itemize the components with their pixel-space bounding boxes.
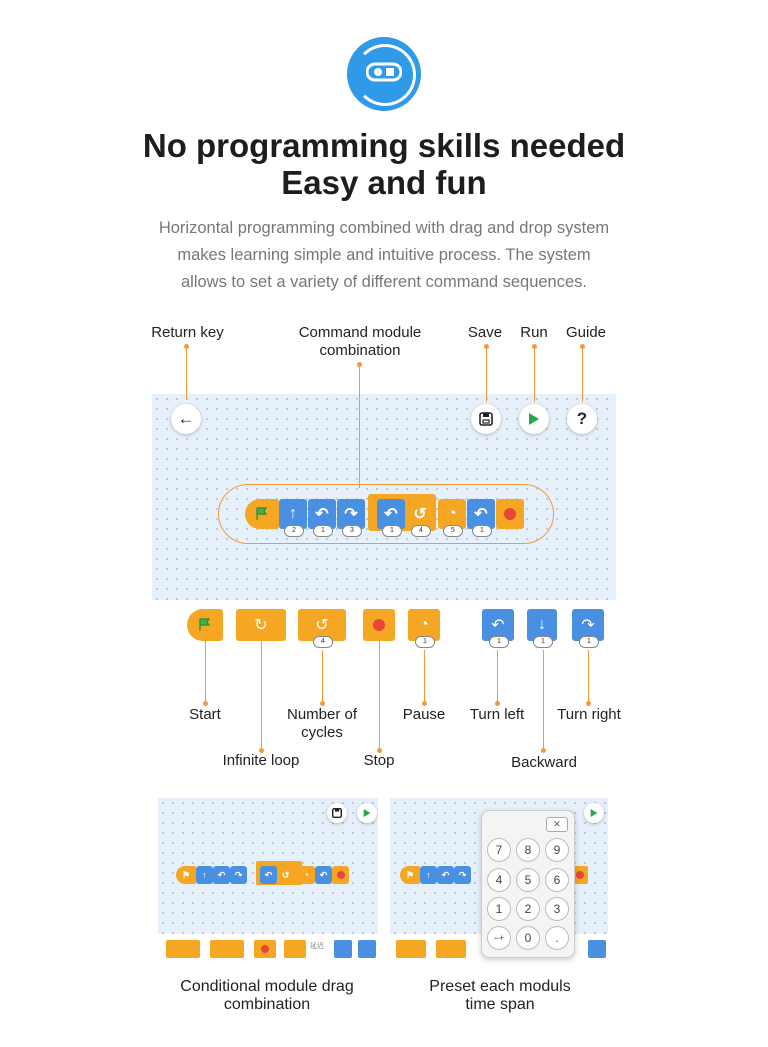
run-button[interactable] <box>519 404 549 434</box>
help-icon: ? <box>576 409 588 428</box>
key-1[interactable]: 1 <box>487 897 511 921</box>
label-pause: Pause <box>402 706 446 723</box>
program-sequence <box>245 499 530 534</box>
label-turn-left: Turn left <box>469 706 525 723</box>
mini-program-sequence <box>176 866 366 886</box>
save-icon <box>332 808 342 818</box>
turn-right-block[interactable]: ↷ 3 <box>337 499 365 529</box>
caption-right: Preset each moduls time span <box>429 978 571 1013</box>
stop-icon <box>373 619 385 631</box>
key-9[interactable]: 9 <box>545 838 569 862</box>
run-icon <box>528 412 540 426</box>
turn-left-block[interactable]: ↶ 1 <box>467 499 495 529</box>
stop-icon <box>332 866 349 884</box>
mini-canvas-left <box>158 798 378 934</box>
flag-icon <box>198 618 212 632</box>
page-title: No programming skills needed <box>142 127 626 164</box>
flag-icon <box>255 507 269 521</box>
run-button[interactable] <box>357 803 377 823</box>
start-block[interactable] <box>245 499 279 529</box>
save-button[interactable] <box>327 803 347 823</box>
label-run: Run <box>520 324 548 341</box>
palette-infinite-loop-block[interactable] <box>236 609 286 641</box>
timer-icon: ◔ <box>419 616 429 633</box>
palette-turn-right-block[interactable]: ↷ 1 <box>572 609 604 641</box>
mini-palette-left <box>158 934 378 958</box>
label-backward: Backward <box>511 754 577 771</box>
key-0[interactable]: 0 <box>516 926 540 950</box>
turn-left-block[interactable]: ↶ 1 <box>308 499 336 529</box>
loop-icon: ↻ <box>254 617 268 634</box>
flag-icon: ⚑ <box>400 866 420 884</box>
save-icon <box>479 412 493 426</box>
label-guide: Guide <box>565 324 607 341</box>
turn-left-icon: ↶ <box>260 866 277 884</box>
back-arrow-icon: ← <box>177 409 195 428</box>
label-number-of-cycles: Number of cycles <box>286 706 358 741</box>
label-stop: Stop <box>363 752 395 769</box>
description-line-3: allows to set a variety of different command sequences. <box>181 273 587 291</box>
timer-icon: ◔ <box>298 866 315 884</box>
turn-right-icon: ↷ <box>581 617 595 634</box>
turn-left-icon: ↶ <box>384 506 398 523</box>
turn-left-icon: ↶ <box>491 617 505 634</box>
loop-icon: ↺ <box>413 506 427 523</box>
key-5[interactable]: 5 <box>516 868 540 892</box>
loop-icon: ↺ <box>277 866 294 884</box>
turn-left-icon: ↶ <box>213 866 230 884</box>
label-start: Start <box>189 706 221 723</box>
key-3[interactable]: 3 <box>545 897 569 921</box>
flag-icon: ⚑ <box>176 866 196 884</box>
loop-icon: ↺ <box>315 617 329 634</box>
page-subtitle: Easy and fun <box>281 164 487 201</box>
description-line-2: makes learning simple and intuitive process. The system <box>177 246 591 264</box>
turn-left-icon: ↶ <box>315 506 329 523</box>
label-return-key: Return key <box>151 324 224 341</box>
turn-right-icon: ↷ <box>454 866 471 884</box>
palette-cycles-block[interactable]: ↺ 4 <box>298 609 346 641</box>
description-line-1: Horizontal programming combined with drag and drop system <box>158 219 610 237</box>
save-button[interactable] <box>471 404 501 434</box>
logo-icon <box>347 37 421 111</box>
timer-icon: ◔ <box>447 505 457 522</box>
palette-turn-left-block[interactable]: ↶ 1 <box>482 609 514 641</box>
close-icon[interactable]: ✕ <box>546 817 568 832</box>
mini-palette-text: 延迟 <box>310 943 324 950</box>
key-2[interactable]: 2 <box>516 897 540 921</box>
mini-program-sequence <box>400 866 490 886</box>
pause-block[interactable]: ◔ 5 <box>438 499 466 529</box>
stop-icon <box>504 508 516 520</box>
palette-stop-block[interactable] <box>363 609 395 641</box>
palette-pause-block[interactable]: ◔ 1 <box>408 609 440 641</box>
palette-backward-block[interactable]: ↓ 1 <box>527 609 557 641</box>
key-4[interactable]: 4 <box>487 868 511 892</box>
back-button[interactable] <box>171 404 201 434</box>
palette-start-block[interactable] <box>187 609 223 641</box>
forward-block[interactable]: ↑ 2 <box>279 499 307 529</box>
guide-button[interactable] <box>567 404 597 434</box>
loop-count-block[interactable]: ↺ 4 <box>406 499 434 529</box>
run-icon <box>363 808 371 818</box>
key-8[interactable]: 8 <box>516 838 540 862</box>
key-decimal[interactable]: . <box>545 926 569 950</box>
up-arrow-icon: ↑ <box>196 866 213 884</box>
up-arrow-icon: ↑ <box>289 505 297 522</box>
number-keypad <box>481 810 575 958</box>
key-6[interactable]: 6 <box>545 868 569 892</box>
turn-left-icon: ↶ <box>474 506 488 523</box>
run-icon <box>590 808 598 818</box>
turn-right-icon: ↷ <box>344 506 358 523</box>
caption-left: Conditional module drag combination <box>180 978 354 1013</box>
key-sign[interactable]: −+ <box>487 926 511 950</box>
up-arrow-icon: ↑ <box>420 866 437 884</box>
label-save: Save <box>467 324 503 341</box>
label-turn-right: Turn right <box>557 706 621 723</box>
turn-right-icon: ↷ <box>230 866 247 884</box>
key-7[interactable]: 7 <box>487 838 511 862</box>
down-arrow-icon: ↓ <box>538 616 546 633</box>
stop-block[interactable] <box>496 499 524 529</box>
label-command-module: Command module combination <box>298 324 422 359</box>
turn-left-block[interactable]: ↶ 1 <box>377 499 405 529</box>
turn-left-icon: ↶ <box>437 866 454 884</box>
run-button[interactable] <box>584 803 604 823</box>
label-infinite-loop: Infinite loop <box>222 752 300 769</box>
turn-left-icon: ↶ <box>315 866 332 884</box>
